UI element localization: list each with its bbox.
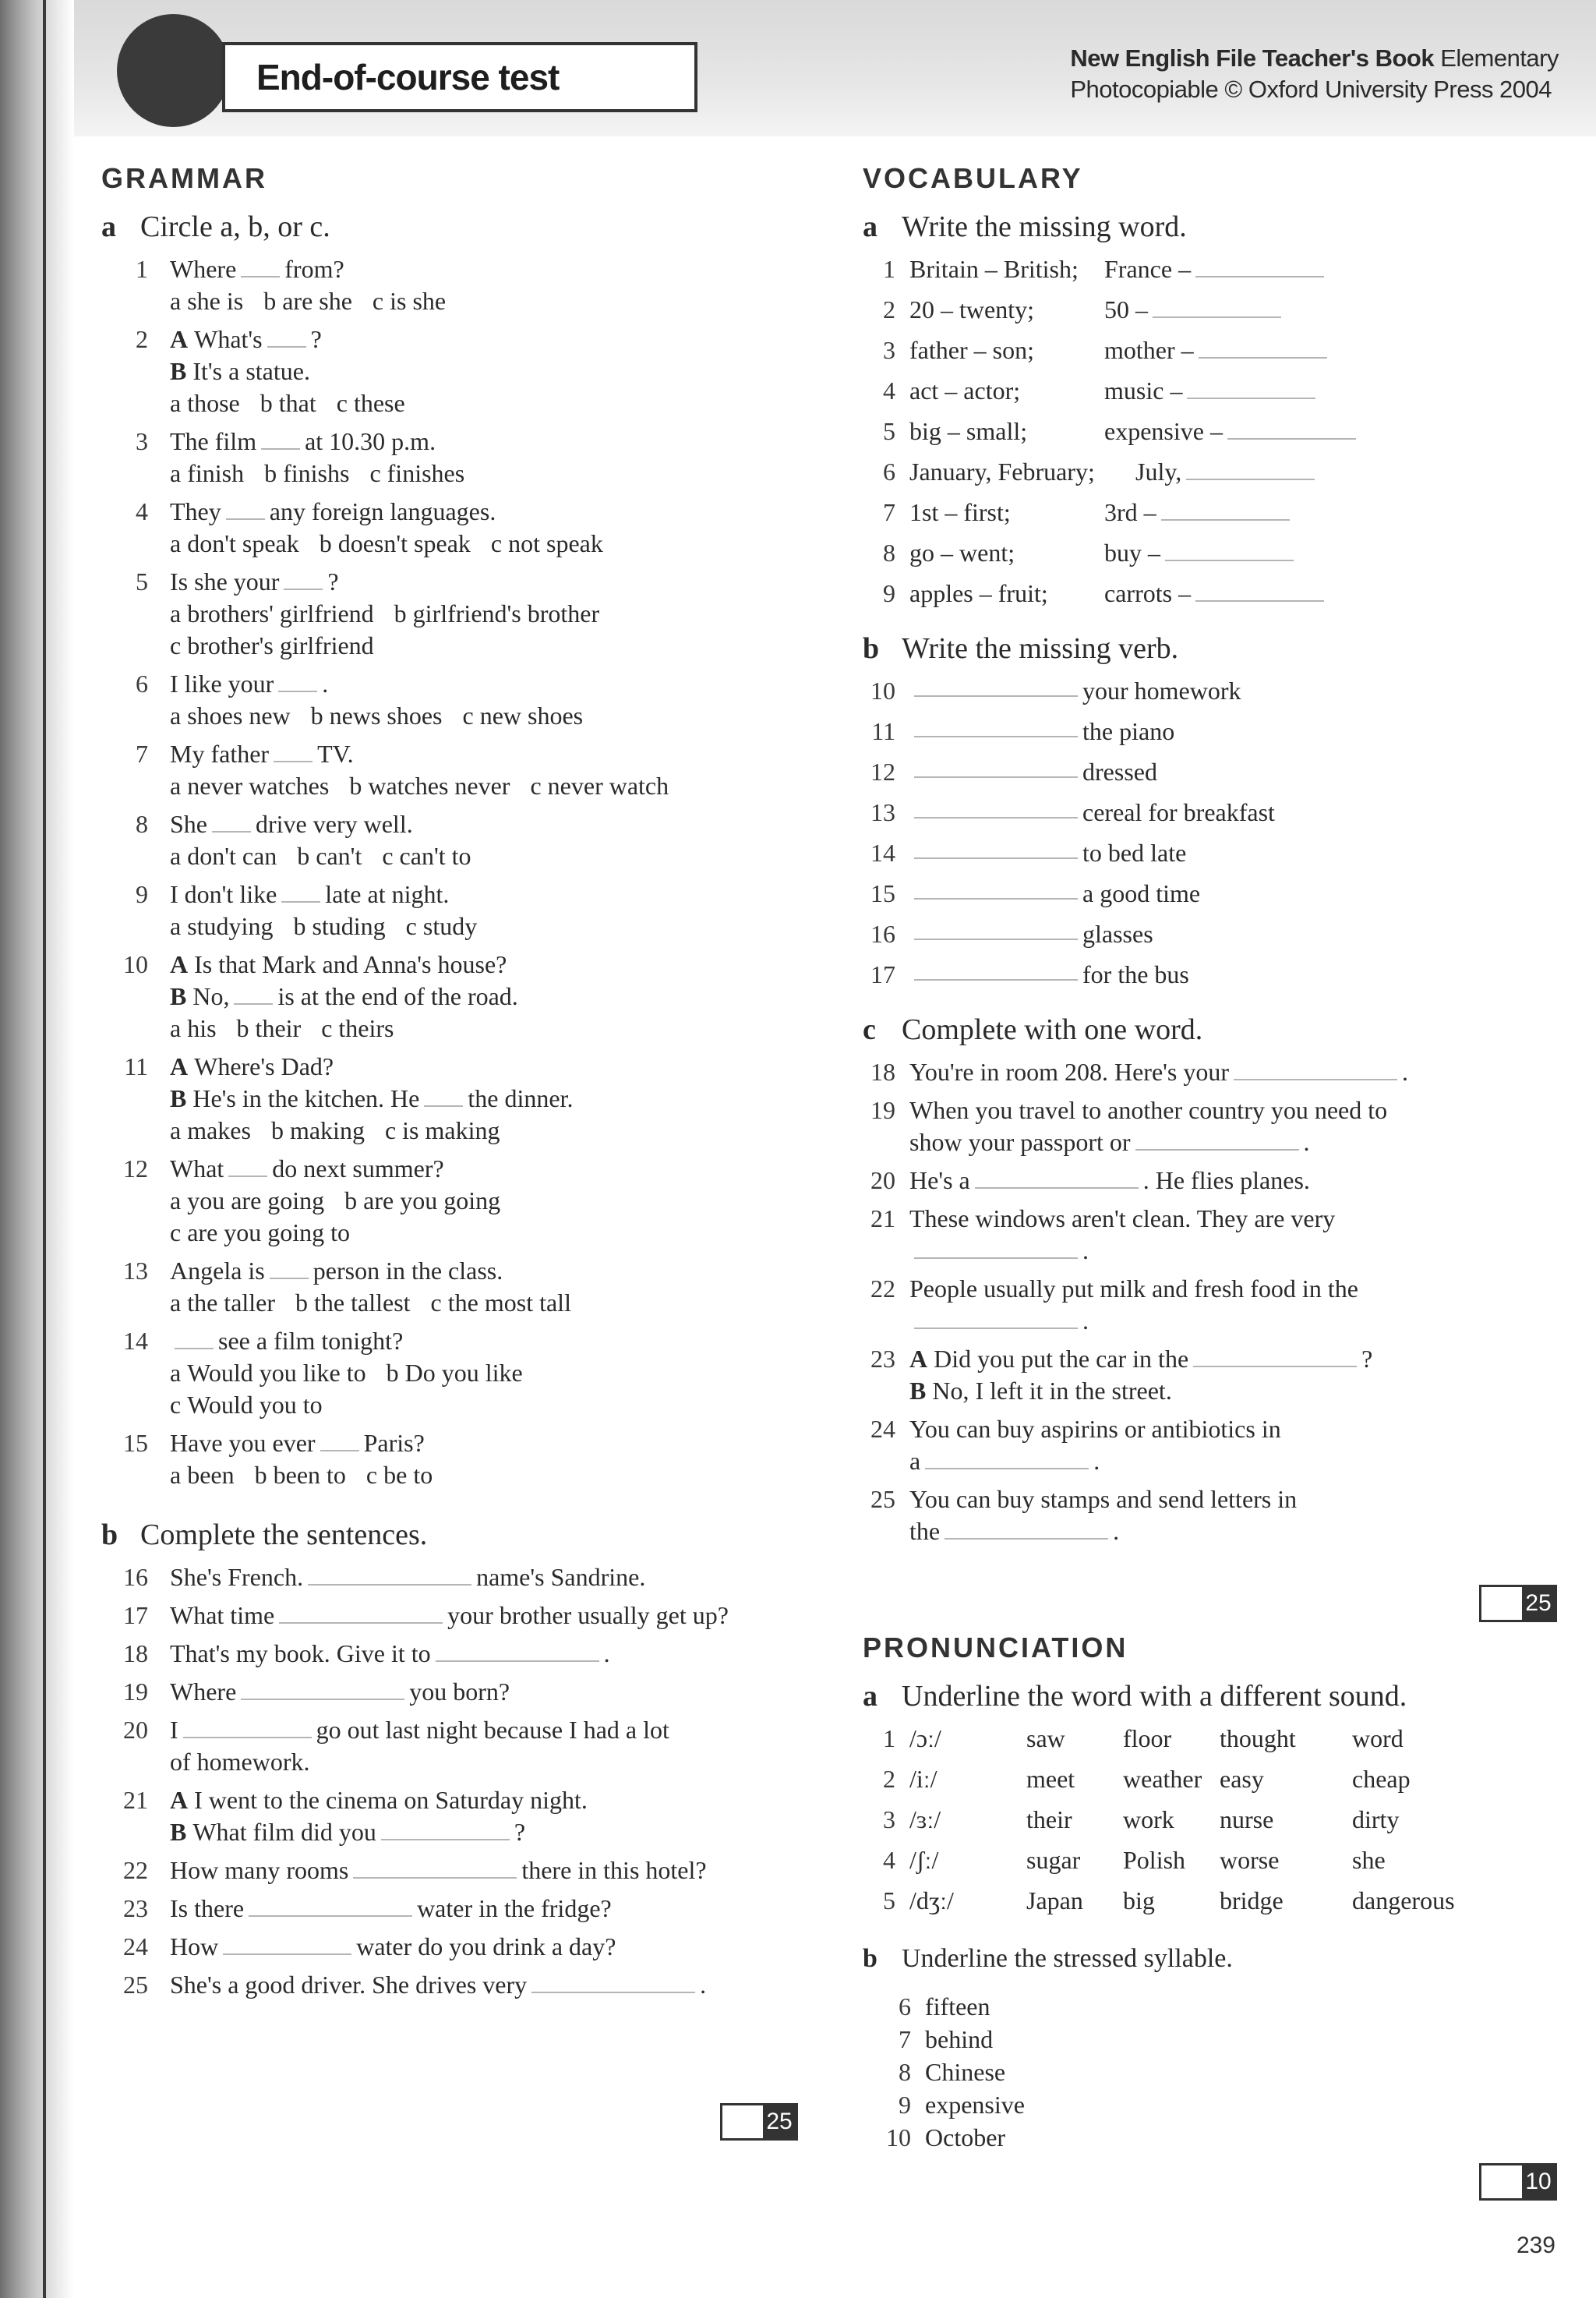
list-item: 1 /ɔː/ saw floor thought word	[883, 1724, 1404, 1752]
list-item: 15 a good time	[870, 879, 1201, 907]
answer-gap[interactable]	[381, 1819, 510, 1840]
score-entry[interactable]	[722, 2105, 763, 2138]
answer-gap[interactable]	[1186, 458, 1315, 480]
answer-gap[interactable]	[1195, 580, 1324, 602]
title-circle-decoration	[117, 14, 230, 127]
list-item: 5 big – small; expensive –	[863, 415, 1564, 447]
grammar-score-box[interactable]: 25	[720, 2103, 798, 2141]
list-item: 8 Chinese	[899, 2058, 1006, 2086]
pronunciation-section	[863, 1629, 1564, 2154]
grammar-question: 20 I go out last night because I had a lot of homework.	[123, 1716, 669, 1776]
list-item: 6 fifteen	[899, 1992, 990, 2020]
grammar-question: 16 She's French. name's Sandrine.	[123, 1563, 646, 1591]
answer-gap[interactable]	[914, 1237, 1078, 1259]
answer-gap[interactable]	[424, 1085, 463, 1107]
grammar-question: 23 Is there water in the fridge?	[123, 1894, 612, 1922]
grammar-question: 19 Where you born?	[123, 1678, 510, 1706]
answer-gap[interactable]	[914, 675, 1078, 697]
vocabulary-heading: VOCABULARY	[863, 162, 1083, 194]
grammar-section	[101, 160, 818, 2007]
answer-gap[interactable]	[1199, 337, 1327, 359]
answer-gap[interactable]	[223, 1933, 351, 1955]
grammar-question: 22 How many rooms there in this hotel?	[123, 1856, 707, 1884]
answer-gap[interactable]	[914, 716, 1078, 737]
vocabulary-c-heading: c Complete with one word.	[863, 1013, 1203, 1046]
grammar-question: 2 A What's ? B It's a statue. a those b that c these	[136, 325, 405, 417]
list-item: 10 October	[886, 2123, 1006, 2151]
list-item: 7 1st – first; 3rd –	[863, 497, 1564, 529]
pronunciation-a-heading: a Underline the word with a different sound.	[863, 1680, 1407, 1713]
grammar-question: 3 The film at 10.30 p.m. a finish b finishs c finishes	[136, 427, 465, 487]
answer-gap[interactable]	[234, 983, 273, 1005]
vocab-question: 18 You're in room 208. Here's your .	[870, 1058, 1409, 1086]
vocabulary-a-heading: a Write the missing word.	[863, 210, 1187, 243]
book-level: Elementary	[1440, 44, 1559, 72]
answer-gap[interactable]	[228, 1155, 267, 1177]
vocabulary-b-heading: b Write the missing verb.	[863, 632, 1179, 665]
list-item: 1 Britain – British; France –	[863, 253, 1564, 285]
pronunciation-b-heading: b Underline the stressed syllable.	[863, 1944, 1233, 1973]
stress-list	[863, 1990, 1564, 2154]
book-info	[1070, 43, 1559, 105]
answer-gap[interactable]	[279, 1602, 443, 1624]
list-item: 10 your homework	[870, 677, 1241, 705]
grammar-question: 24 How water do you drink a day?	[123, 1932, 616, 1960]
grammar-question: 5 Is she your ? a brothers' girlfriend b girlfriend's brother c brother's girlfriend	[136, 567, 600, 659]
grammar-question: 6 I like your . a shoes new b news shoes c new shoes	[136, 670, 584, 730]
grammar-question: 8 She drive very well. a don't can b can't c can't to	[136, 810, 471, 870]
book-title: New English File Teacher's Book	[1070, 44, 1435, 72]
answer-gap[interactable]	[531, 1971, 695, 1993]
grammar-question: 17 What time your brother usually get up?	[123, 1601, 729, 1629]
list-item: 9 apples – fruit; carrots –	[863, 578, 1564, 610]
grammar-question: 9 I don't like late at night. a studying b studing c study	[136, 880, 478, 940]
grammar-question: 18 That's my book. Give it to .	[123, 1639, 610, 1667]
answer-gap[interactable]	[226, 498, 265, 520]
list-item: 6 January, February; July,	[863, 456, 1564, 488]
page-gutter-shadow	[0, 0, 74, 2298]
answer-gap[interactable]	[1165, 539, 1294, 561]
grammar-question: 11 A Where's Dad? B He's in the kitchen. He the dinner. a makes b making c is making	[124, 1052, 574, 1144]
grammar-question: 7 My father TV. a never watches b watches never c never watch	[136, 740, 669, 800]
answer-gap[interactable]	[914, 797, 1078, 818]
list-item: 3 father – son; mother –	[863, 334, 1564, 366]
sound-list	[863, 1723, 1564, 1917]
answer-gap[interactable]	[914, 959, 1078, 981]
answer-gap[interactable]	[274, 741, 312, 762]
answer-gap[interactable]	[1227, 418, 1356, 440]
list-item: 3 /ɜː/ their work nurse dirty	[883, 1805, 1400, 1833]
list-item: 14 to bed late	[870, 839, 1187, 867]
list-item: 2 /iː/ meet weather easy cheap	[883, 1765, 1411, 1793]
grammar-b-heading: b Complete the sentences.	[101, 1518, 428, 1551]
page-title: End-of-course test	[222, 42, 697, 112]
vocabulary-section	[863, 160, 1564, 1554]
answer-gap[interactable]	[1234, 1059, 1397, 1080]
answer-gap[interactable]	[281, 881, 320, 903]
pronunciation-heading: PRONUNCIATION	[863, 1632, 1128, 1663]
binding-edge	[43, 0, 46, 2298]
answer-gap[interactable]	[175, 1328, 214, 1349]
answer-gap[interactable]	[1135, 1129, 1299, 1151]
vocab-question: 19 When you travel to another country you need to show your passport or .	[870, 1096, 1388, 1156]
answer-gap[interactable]	[212, 811, 251, 833]
answer-gap[interactable]	[278, 670, 317, 692]
vocab-question: 23 A Did you put the car in the ? B No, I left it in the street.	[870, 1345, 1373, 1405]
answer-gap[interactable]	[308, 1564, 471, 1586]
missing-verb-list	[863, 675, 1564, 991]
answer-gap[interactable]	[183, 1716, 312, 1738]
list-item: 2 20 – twenty; 50 –	[863, 294, 1564, 326]
answer-gap[interactable]	[436, 1640, 599, 1662]
vocabulary-score-box[interactable]: 25	[1479, 1585, 1557, 1622]
vocab-question: 22 People usually put milk and fresh food in the .	[870, 1275, 1358, 1335]
answer-gap[interactable]	[270, 1257, 309, 1279]
list-item: 5 /dʒː/ Japan big bridge dangerous	[883, 1886, 1455, 1914]
list-item: 16 glasses	[870, 920, 1153, 948]
answer-gap[interactable]	[1161, 499, 1290, 521]
answer-gap[interactable]	[914, 918, 1078, 940]
score-entry[interactable]	[1481, 2165, 1522, 2198]
vocab-question: 20 He's a . He flies planes.	[870, 1166, 1310, 1194]
grammar-heading: GRAMMAR	[101, 162, 267, 194]
answer-gap[interactable]	[914, 878, 1078, 900]
score-entry[interactable]	[1481, 1587, 1522, 1620]
grammar-question: 1 Where from? a she is b are she c is she	[136, 255, 447, 315]
answer-gap[interactable]	[1193, 1345, 1357, 1367]
answer-gap[interactable]	[241, 256, 280, 278]
list-item: 9 expensive	[899, 2091, 1025, 2119]
vocab-question: 24 You can buy aspirins or antibiotics in a .	[870, 1415, 1281, 1475]
answer-gap[interactable]	[945, 1518, 1108, 1540]
list-item: 12 dressed	[870, 758, 1157, 786]
answer-gap[interactable]	[267, 326, 306, 348]
grammar-question: 10 A Is that Mark and Anna's house? B No, is at the end of the road. a his b their c theirs	[123, 950, 518, 1042]
vocab-question: 21 These windows aren't clean. They are very .	[870, 1204, 1336, 1264]
answer-gap[interactable]	[261, 428, 300, 450]
pronunciation-score-box[interactable]: 10	[1479, 2163, 1557, 2201]
grammar-question: 4 They any foreign languages. a don't speak b doesn't speak c not speak	[136, 497, 603, 557]
grammar-question: 21 A I went to the cinema on Saturday night. B What film did you ?	[123, 1786, 588, 1846]
grammar-question: 14 see a film tonight? a Would you like to b Do you like c Would you to	[123, 1327, 523, 1419]
list-item: 7 behind	[899, 2025, 994, 2053]
grammar-question: 12 What do next summer? a you are going b are you going c are you going to	[123, 1154, 501, 1246]
answer-gap[interactable]	[249, 1895, 412, 1917]
page-number: 239	[1516, 2233, 1555, 2258]
grammar-a-heading: a Circle a, b, or c.	[101, 210, 330, 243]
answer-gap[interactable]	[914, 837, 1078, 859]
missing-word-list	[863, 253, 1564, 610]
answer-gap[interactable]	[914, 756, 1078, 778]
vocab-question: 25 You can buy stamps and send letters in the .	[870, 1485, 1298, 1545]
grammar-question: 15 Have you ever Paris? a been b been to c be to	[123, 1429, 433, 1489]
answer-gap[interactable]	[1153, 296, 1281, 318]
answer-gap[interactable]	[284, 568, 323, 590]
list-item: 11 the piano	[871, 717, 1175, 745]
answer-gap[interactable]	[914, 1307, 1078, 1329]
answer-gap[interactable]	[925, 1448, 1089, 1469]
list-item: 17 for the bus	[870, 960, 1189, 988]
grammar-question: 13 Angela is person in the class. a the taller b the tallest c the most tall	[123, 1257, 571, 1317]
answer-gap[interactable]	[975, 1167, 1139, 1189]
answer-gap[interactable]	[241, 1678, 404, 1700]
answer-gap[interactable]	[353, 1857, 517, 1879]
list-item: 8 go – went; buy –	[863, 537, 1564, 569]
list-item: 4 act – actor; music –	[863, 375, 1564, 407]
list-item: 4 /ʃː/ sugar Polish worse she	[883, 1846, 1386, 1874]
copyright-line: Photocopiable © Oxford University Press 2004	[1070, 76, 1552, 103]
answer-gap[interactable]	[1195, 256, 1324, 278]
grammar-question: 25 She's a good driver. She drives very .	[123, 1971, 707, 1999]
answer-gap[interactable]	[320, 1430, 359, 1451]
list-item: 13 cereal for breakfast	[870, 798, 1275, 826]
answer-gap[interactable]	[1187, 377, 1315, 399]
